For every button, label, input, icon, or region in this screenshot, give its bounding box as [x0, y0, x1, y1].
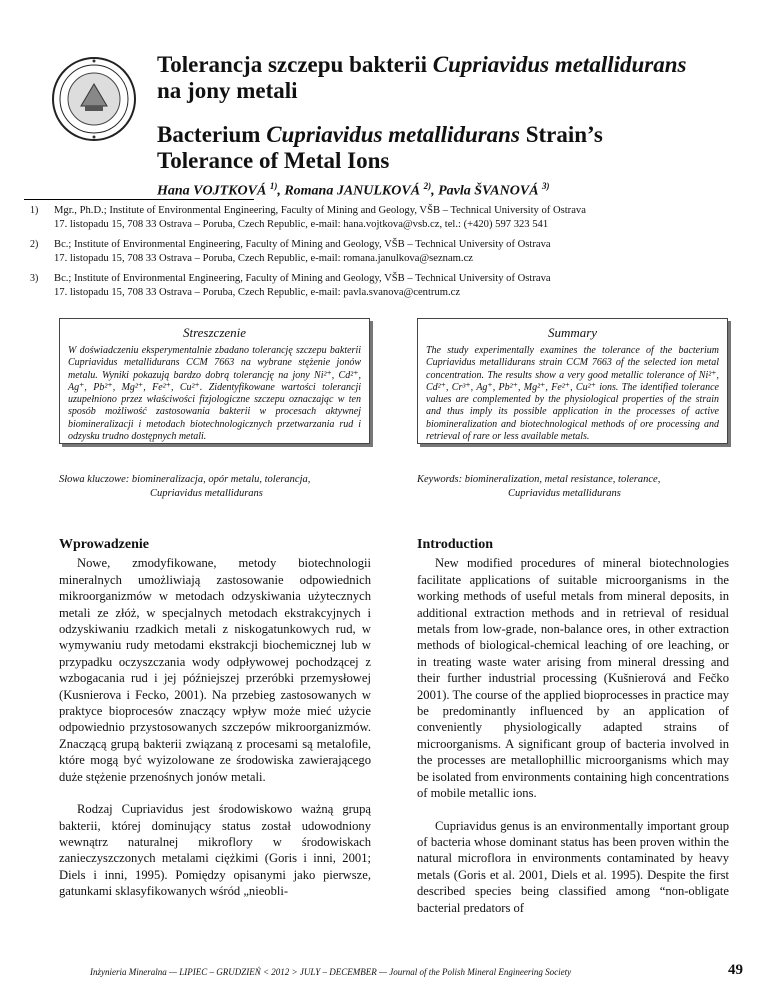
- title-polish: Tolerancja szczepu bakterii Cupriavidus metallidurans na jony metali: [157, 52, 687, 103]
- paragraph: New modified procedures of mineral biotechnologies facilitate applications of suitable microorganisms in the working methods of useful metals from mineral deposits, in additional extraction methods and in retrieval of residual metals from low-grade, non-balance ores, in other extraction methods of biological-chemical leaching of ore leaching, or in treating waste water arising from mineral dressing and their further industrial processing (Kušnierová and Fečko 2001). The course of the applied bioprocesses in practice may be predominantly influenced by an application of conveniently physiologically adapted strains of microorganisms. A significant group of bacteria involved in the processes are metallophillic microorganisms which may be isolated from environments containing high concentrations of mobile metallic ions.: [417, 556, 729, 801]
- affiliation-rule: [24, 199, 254, 200]
- abstract-heading: Summary: [547, 325, 598, 340]
- author-name: Romana JANULKOVÁ: [284, 183, 424, 199]
- author-name: Pavla ŠVANOVÁ: [438, 183, 543, 199]
- section-heading: Wprowadzenie: [59, 537, 149, 552]
- abstract-heading: Streszczenie: [182, 325, 247, 340]
- abstract-polish-box: [59, 318, 370, 444]
- affiliation-1: 1) Mgr., Ph.D.; Institute of Environmental Engineering, Faculty of Mining and Geology, VŠB – Technical University of Ostrava 17. listopadu 15, 708 33 Ostrava – Poruba, Czech Republic, e-mail: hana.vojtkova@vsb.cz, tel.: (+420) 597 323 541: [30, 205, 586, 230]
- title-block: [157, 52, 747, 174]
- affiliation-3: 3) Bc.; Institute of Environmental Engineering, Faculty of Mining and Geology, VŠB – Technical University of Ostrava 17. listopadu 15, 708 33 Ostrava – Poruba, Czech Republic, e-mail: pavla.svanova@centrum.cz: [30, 273, 551, 298]
- page-number: 49: [728, 962, 743, 978]
- section-heading: Introduction: [417, 537, 493, 552]
- authors: Hana VOJTKOVÁ $^{1)}$, Romana JANULKOVÁ $^{2)}$, Pavla ŠVANOVÁ $^{3)}$: [157, 181, 550, 199]
- abstract-text: The study experimentally examines the tolerance of the bacterium Cupriavidus metallidurans strain CCM 7663 of the selected ion metal concentration. The results show a very good metallic tolerance of Ni²⁺, Cd²⁺, Cr³⁺, Ag⁺, Pb²⁺, Mg²⁺, Fe²⁺, Cu²⁺ ions. The identified tolerance values are complemented by the physiological properties of the strain and thus imply its possible application in the processes of active biomineralization and biotechnological methods of ore processing and retrieval of rare or less available metals.: [426, 345, 719, 443]
- paragraph: Nowe, zmodyfikowane, metody biotechnologii mineralnych umożliwiają zastosowanie odpowiednich mikroorganizmów w metodach odzyskiwania użytecznych metali ze złóż, w specjalnych metodach ekstrakcyjnych i odzyskiwaniu rzadkich metali z niskogatunkowych rud, w wymywaniu rudy metodami ekstrakcji biochemicznej lub w przypadku oczyszczania wody odpływowej pochodzącej z wzbogacania rud i jej późniejszej przeróbki przemysłowej (Kusnierova i Fecko, 2001). Na przebieg zastosowanych w praktyce bioprocesów znaczący wpływ może mieć użycie odpowiednio przystosowanych szczepów mikroorganizmów. Znaczącą grupą bakterii związaną z procesami są metalofile, które mogą być wyizolowane ze środowiska zawierającego duże stężenie przenośnych jonów metali.: [59, 556, 371, 784]
- intro-english-column: [417, 537, 729, 916]
- journal-footer: Inżynieria Mineralna — LIPIEC – GRUDZIEŃ < 2012 > JULY – DECEMBER — Journal of the Polish Mineral Engineering Society: [90, 967, 572, 977]
- paragraph: Rodzaj Cupriavidus jest środowiskowo ważną grupą bakterii, której dominujący status został udowodniony wewnątrz naturalnej mikroflory w środowiskach zanieczyszczonych metalami ciężkimi (Goris i inni, 2001; Diels i inni, 1995). Pomiędzy opisanymi jako pierwsze, gatunkami sklasyfikowanych wśród „nieobli-: [59, 802, 371, 899]
- affiliation-2: 2) Bc.; Institute of Environmental Engineering, Faculty of Mining and Geology, VŠB – Technical University of Ostrava 17. listopadu 15, 708 33 Ostrava – Poruba, Czech Republic, e-mail: romana.janulkova@seznam.cz: [30, 239, 551, 264]
- abstract-english-box: [417, 318, 728, 444]
- abstract-text: W doświadczeniu eksperymentalnie zbadano tolerancję szczepu bakterii Cupriavidus metallidurans CCM 7663 na wybrane stężenie jonów metalu. Wyniki pokazują bardzo dobrą tolerancję na jony Ni²⁺, Cd²⁺, Ag⁺, Pb²⁺, Mg²⁺, Fe²⁺, Cu²⁺. Zidentyfikowane wartości tolerancji uzupełniono przez właściwości fizjologiczne szczepu oznaczając w ten sposób możliwość zastosowania bakterii w procesach aktywnej biomineralizacji i metodach biotechnologicznych przetwarzania rud i odzysku trudno dostępnych metali.: [68, 345, 361, 443]
- intro-polish-column: [59, 537, 371, 900]
- affiliations: [24, 204, 744, 306]
- author-name: Hana VOJTKOVÁ: [157, 183, 270, 199]
- paragraph: Cupriavidus genus is an environmentally important group of bacteria whose dominant status has been proven within the natural microflora in environments contaminated by heavy metals (Goris et al. 2001, Diels et al. 1995). Despite the first described species being classified among “non-obligate bacterial predators of: [417, 818, 729, 915]
- title-english: Bacterium Cupriavidus metallidurans Strain’s Tolerance of Metal Ions: [157, 122, 603, 173]
- society-seal-logo: [51, 56, 137, 142]
- keywords-polish: Słowa kluczowe: biomineralizacja, opór metalu, tolerancja, Cupriavidus metallidurans: [59, 474, 311, 499]
- keywords-english: Keywords: biomineralization, metal resistance, tolerance, Cupriavidus metallidurans: [417, 474, 661, 499]
